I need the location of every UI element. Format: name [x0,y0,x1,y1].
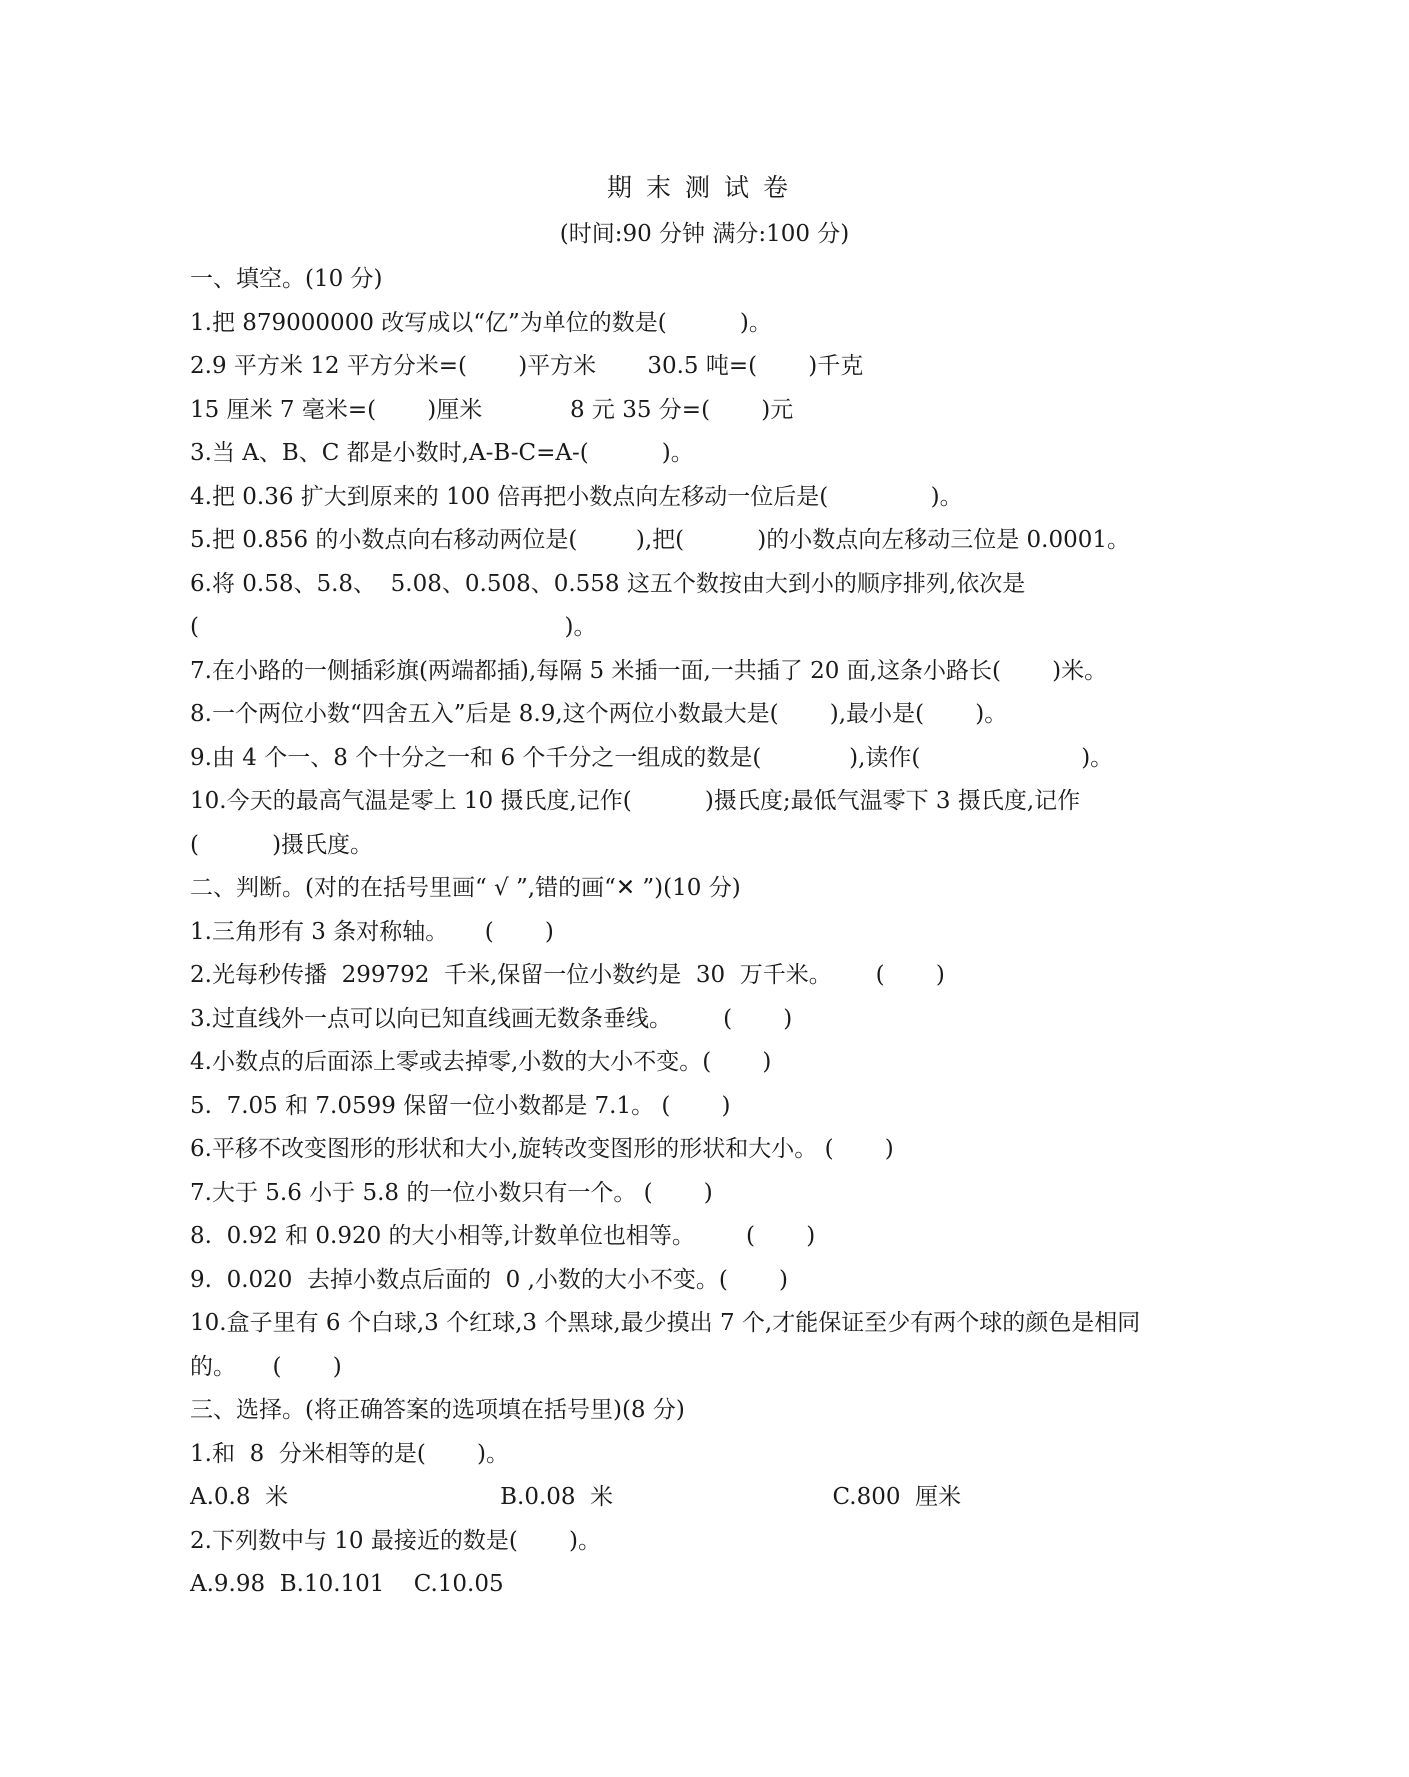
question-line: 4.小数点的后面添上零或去掉零,小数的大小不变。( ) [190,1049,772,1075]
question-line: 4.把 0.36 扩大到原来的 100 倍再把小数点向左移动一位后是( )。 [190,483,963,510]
exam-time-and-score: (时间:90 分钟 满分:100 分) [559,221,850,247]
question-line: 6.平移不改变图形的形状和大小,旋转改变图形的形状和大小。 ( ) [190,1136,894,1162]
question-line: 1.三角形有 3 条对称轴。 ( ) [190,918,554,945]
choice-options: A.9.98 B.10.101 C.10.05 [190,1571,504,1597]
question-line: 的。 ( ) [190,1353,342,1380]
exam-body [190,258,1240,1607]
question-line: 2.9 平方米 12 平方分米=( )平方米 30.5 吨=( )千克 [190,353,864,379]
question-line: 1.把 879000000 改写成以“亿”为单位的数是( )。 [190,309,772,336]
question-line: 7.大于 5.6 小于 5.8 的一位小数只有一个。 ( ) [190,1179,713,1206]
question-line: 3.当 A、B、C 都是小数时,A-B-C=A-( )。 [190,440,694,466]
choice-options: A.0.8 米 B.0.08 米 C.800 厘米 [190,1484,962,1510]
question-line: 8. 0.92 和 0.920 的大小相等,计数单位也相等。 ( ) [190,1223,816,1249]
question-line: 2.光每秒传播 299792 千米,保留一位小数约是 30 万千米。 ( ) [190,962,945,988]
section-heading-multiple-choice: 三、选择。(将正确答案的选项填在括号里)(8 分) [190,1397,685,1423]
question-line: 10.盒子里有 6 个白球,3 个红球,3 个黑球,最少摸出 7 个,才能保证至少有两个球的颜色是相同 [190,1310,1141,1336]
page-title: 期末测试卷 [606,173,802,202]
question-line: 1.和 8 分米相等的是( )。 [190,1440,509,1467]
question-line: 3.过直线外一点可以向已知直线画无数条垂线。 ( ) [190,1005,793,1032]
question-line: ( )摄氏度。 [190,831,374,858]
question-line: 7.在小路的一侧插彩旗(两端都插),每隔 5 米插一面,一共插了 20 面,这条小路长( )米。 [190,657,1108,684]
question-line: 8.一个两位小数“四舍五入”后是 8.9,这个两位小数最大是( ),最小是( )。 [190,701,1008,727]
question-line: 5. 7.05 和 7.0599 保留一位小数都是 7.1。 ( ) [190,1092,731,1119]
question-line: 10.今天的最高气温是零上 10 摄氏度,记作( )摄氏度;最低气温零下 3 摄氏度,记作 [190,788,1081,814]
question-line: 6.将 0.58、5.8、 5.08、0.508、0.558 这五个数按由大到小的顺序排列,依次是 [190,570,1026,597]
section-heading-true-false: 二、判断。(对的在括号里画“ √ ”,错的画“✕ ”)(10 分) [190,875,741,901]
question-line: 15 厘米 7 毫米=( )厘米 8 元 35 分=( )元 [190,396,794,423]
question-line: ( )。 [190,614,597,640]
section-heading-fill-in: 一、填空。(10 分) [190,266,383,292]
question-line: 9. 0.020 去掉小数点后面的 0 ,小数的大小不变。( ) [190,1266,789,1293]
question-line: 5.把 0.856 的小数点向右移动两位是( ),把( )的小数点向左移动三位是 0.0001。 [190,527,1131,553]
question-line: 9.由 4 个一、8 个十分之一和 6 个千分之一组成的数是( ),读作( )。 [190,744,1114,771]
question-line: 2.下列数中与 10 最接近的数是( )。 [190,1527,601,1554]
